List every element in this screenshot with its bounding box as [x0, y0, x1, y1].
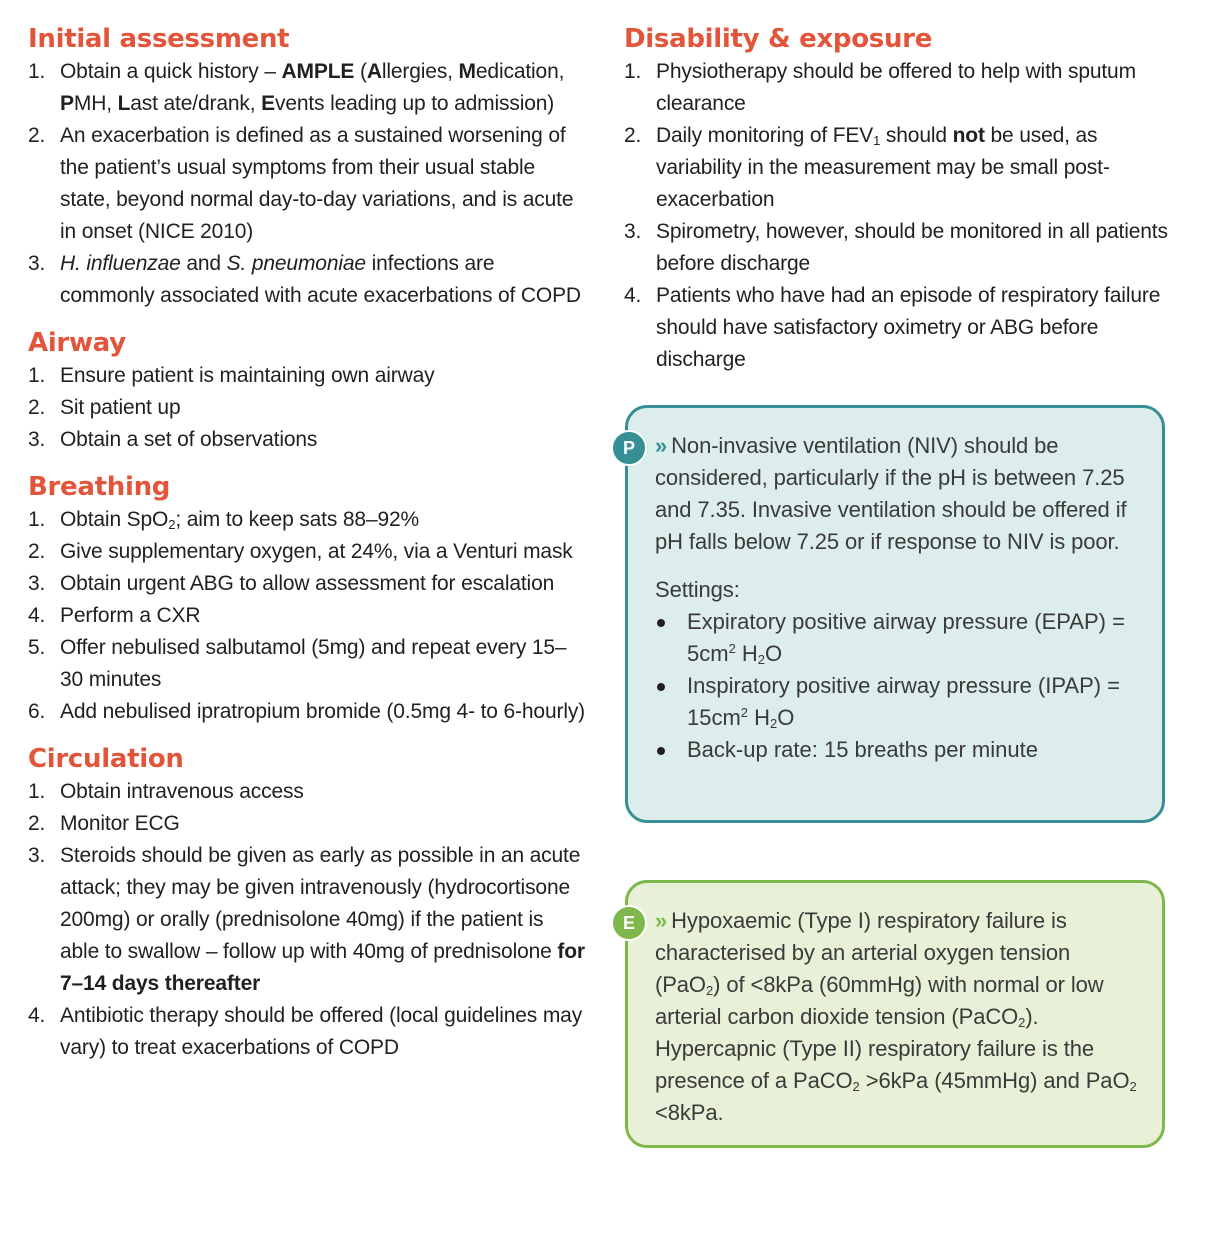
airway-heading: Airway: [28, 328, 126, 358]
double-chevron-icon: »: [655, 433, 668, 458]
disability-exposure-heading: Disability & exposure: [624, 24, 933, 54]
list-item: 3. Spirometry, however, should be monitored in all patients before discharge: [624, 220, 1168, 275]
breathing-heading: Breathing: [28, 472, 171, 502]
left-column: [28, 22, 588, 1078]
right-column: [624, 22, 1184, 390]
list-item: 2. Monitor ECG: [28, 812, 180, 835]
breathing-section: [28, 470, 588, 728]
settings-list: [655, 606, 1138, 766]
list-item: Inspiratory positive airway pressure (IPAP) = $15cm^2$ $H_2O$: [655, 670, 1138, 734]
initial-assessment-list: [28, 56, 588, 312]
list-item: 2. Daily monitoring of $FEV_1$ should not be used, as variability in the measurement may be small post-exacerbation: [624, 124, 1110, 211]
circulation-heading: Circulation: [28, 744, 184, 774]
list-item: 1. Physiotherapy should be offered to help with sputum clearance: [624, 60, 1136, 115]
circulation-section: [28, 742, 588, 1064]
niv-text: » Non-invasive ventilation (NIV) should be considered, particularly if the pH is between 7.25 and 7.35. Invasive ventilation should be offered if pH falls below 7.25 or if response to NIV is poor.: [655, 433, 1127, 554]
list-item: 1. Obtain a quick history – AMPLE (Allergies, Medication, PMH, Last ate/drank, Events leading up to admission): [28, 60, 565, 115]
list-item: 3. Obtain urgent ABG to allow assessment for escalation: [28, 572, 555, 595]
respiratory-failure-text: » Hypoxaemic (Type I) respiratory failure is characterised by an arterial oxygen tension (PaO$_2$) of <8kPa (60mmHg) with normal or low arterial carbon dioxide tension (PaCO$_2$). Hypercapnic (Type II) respiratory failure is the presence of a PaCO$_2$ >6kPa (45mmHg) and PaO$_2$ <8kPa.: [655, 908, 1137, 1125]
list-item: 3. H. influenzae and S. pneumoniae infections are commonly associated with acute exacerbations of COPD: [28, 252, 581, 307]
e-badge-icon: E: [611, 905, 647, 941]
list-item: 2. Sit patient up: [28, 396, 181, 419]
list-item: 2. Give supplementary oxygen, at 24%, via a Venturi mask: [28, 540, 573, 563]
breathing-list: [28, 504, 588, 728]
list-item: 1. Ensure patient is maintaining own airway: [28, 364, 435, 387]
list-item: Expiratory positive airway pressure (EPAP) = $5cm^2$ $H_2O$: [655, 606, 1138, 670]
initial-assessment-section: [28, 22, 588, 312]
initial-assessment-heading: Initial assessment: [28, 24, 290, 54]
disability-exposure-list: [624, 56, 1184, 376]
list-item: 1. Obtain intravenous access: [28, 780, 304, 803]
list-item: 3. Steroids should be given as early as possible in an acute attack; they may be given intravenously (hydrocortisone 200mg) or orally (prednisolone 40mg) if the patient is able to swallow – follow up with 40mg of prednisolone for 7–14 days thereafter: [28, 844, 585, 995]
list-item: 1. Obtain SpO$_2$; aim to keep sats 88–92%: [28, 508, 420, 532]
list-item: 3. Obtain a set of observations: [28, 428, 318, 451]
list-item: Back-up rate: 15 breaths per minute: [655, 734, 1138, 766]
disability-exposure-section: [624, 22, 1184, 376]
airway-section: [28, 326, 588, 456]
list-item: 6. Add nebulised ipratropium bromide (0.5mg 4- to 6-hourly): [28, 700, 586, 723]
list-item: 5. Offer nebulised salbutamol (5mg) and repeat every 15–30 minutes: [28, 636, 567, 691]
double-chevron-icon: »: [655, 908, 668, 933]
list-item: 4. Perform a CXR: [28, 604, 201, 627]
airway-list: [28, 360, 588, 456]
p-badge-icon: P: [611, 430, 647, 466]
circulation-list: [28, 776, 588, 1064]
list-item: 4. Patients who have had an episode of respiratory failure should have satisfactory oximetry or ABG before discharge: [624, 284, 1161, 371]
list-item: 4. Antibiotic therapy should be offered (local guidelines may vary) to treat exacerbations of COPD: [28, 1004, 583, 1059]
practice-point-box: [622, 405, 1165, 823]
settings-label: Settings:: [655, 577, 740, 602]
list-item: 2. An exacerbation is defined as a sustained worsening of the patient’s usual symptoms from their usual stable state, beyond normal day-to-day variations, and is acute in onset (NICE 2010): [28, 124, 574, 243]
evidence-box: [622, 880, 1165, 1148]
